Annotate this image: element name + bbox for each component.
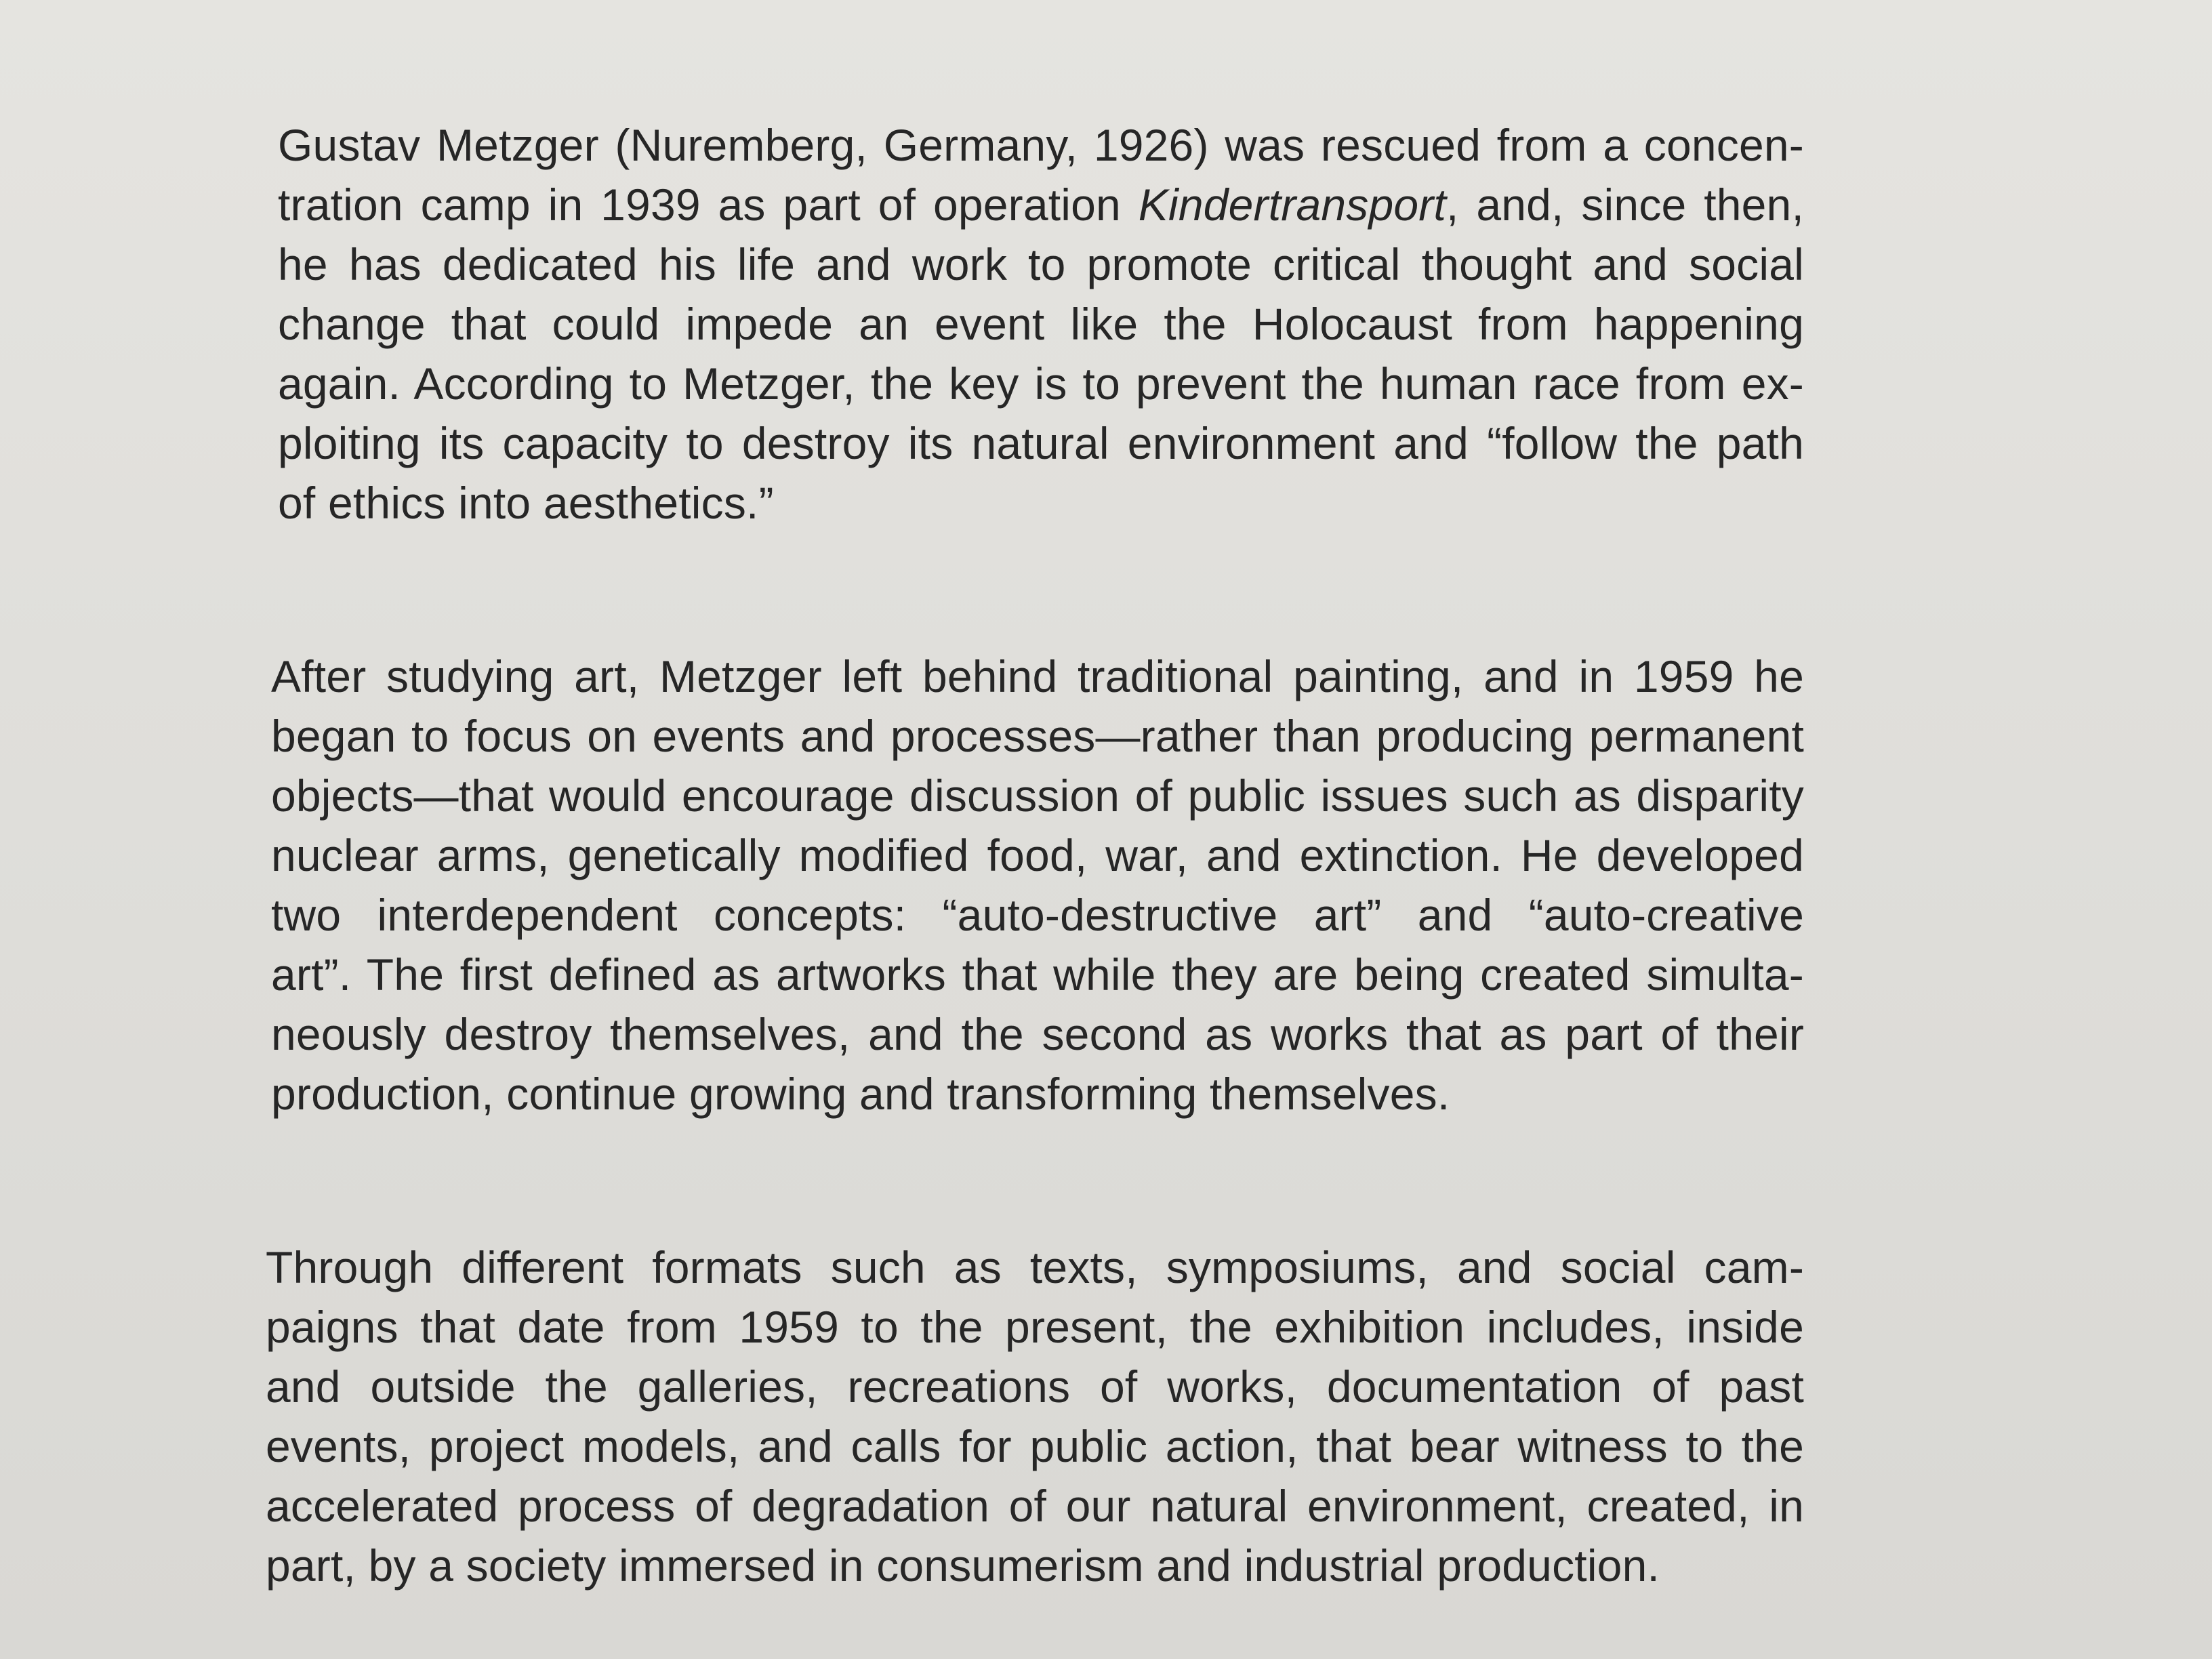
wall-text-block: [266, 115, 1804, 1595]
text-line: [278, 175, 1804, 234]
text-line: Through different formats such as texts, symposiums, and social cam-: [266, 1242, 1804, 1292]
text-line: accelerated process of degradation of our natural environment, created, in: [266, 1481, 1804, 1531]
text-line: production, continue growing and transforming themselves.: [271, 1069, 1450, 1119]
text-line: again. According to Metzger, the key is to prevent the human race from ex-: [278, 359, 1804, 409]
paragraph-practice: [271, 647, 1804, 1124]
text-line: After studying art, Metzger left behind traditional painting, and in 1959 he: [271, 651, 1804, 701]
text-line: part, by a society immersed in consumerism and industrial production.: [266, 1540, 1660, 1591]
text-line: he has dedicated his life and work to promote critical thought and social: [278, 239, 1804, 289]
text-line: objects—that would encourage discussion of public issues such as disparity: [271, 771, 1804, 821]
text-line: change that could impede an event like the Holocaust from happening: [278, 299, 1804, 349]
text-line: nuclear arms, genetically modified food, war, and extinction. He developed: [271, 830, 1804, 880]
text-line: two interdependent concepts: “auto-destructive art” and “auto-creative: [271, 890, 1804, 940]
text-line: began to focus on events and processes—rather than producing permanent: [271, 711, 1804, 761]
text-line: art”. The first defined as artworks that while they are being created simulta-: [271, 949, 1804, 1000]
text-line: and outside the galleries, recreations of works, documentation of past: [266, 1361, 1804, 1412]
text-segment: , and, since then,: [1446, 180, 1804, 230]
text-line: Gustav Metzger (Nuremberg, Germany, 1926) was rescued from a concen-: [278, 120, 1804, 170]
text-line: paigns that date from 1959 to the present, the exhibition includes, inside: [266, 1302, 1804, 1352]
paragraph-biography: [278, 115, 1804, 533]
text-line: of ethics into aesthetics.”: [278, 478, 774, 528]
text-segment: tration camp in 1939 as part of operation: [278, 180, 1139, 230]
text-line: neously destroy themselves, and the second as works that as part of their: [271, 1009, 1804, 1059]
paragraph-exhibition: [266, 1237, 1804, 1595]
text-line: events, project models, and calls for public action, that bear witness to the: [266, 1421, 1804, 1471]
emphasized-term: Kindertransport: [1138, 180, 1446, 230]
text-line: ploiting its capacity to destroy its natural environment and “follow the path: [278, 418, 1804, 468]
